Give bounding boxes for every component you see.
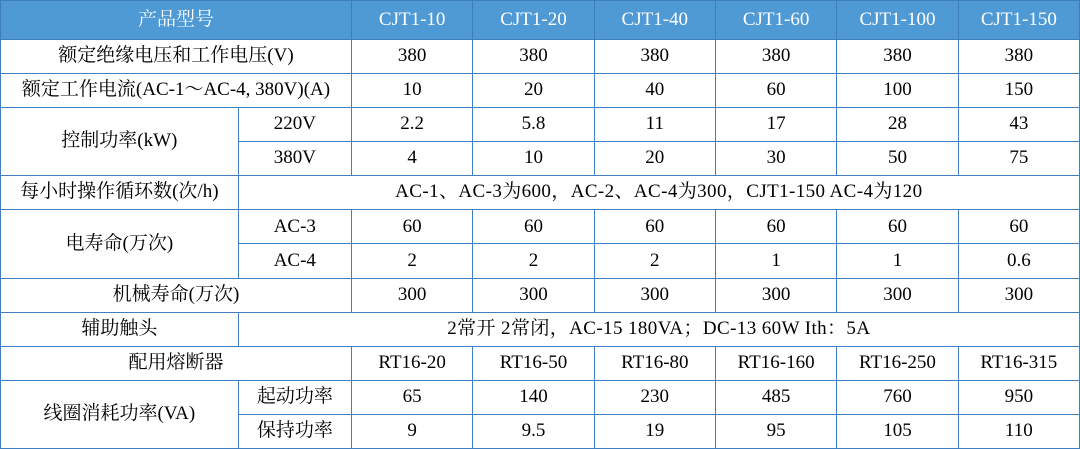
cell-value: 75 [958,142,1079,176]
cell-value: 17 [715,108,836,142]
cell-value: 380 [715,40,836,74]
cell-value: 65 [351,380,472,414]
row-sublabel: 220V [238,108,351,142]
cell-value: 380 [473,40,594,74]
table-row [1,278,1080,312]
row-label: 额定工作电流(AC-1～AC-4, 380V)(A) [1,74,352,108]
row-sublabel: AC-3 [238,210,351,244]
cell-value: 380 [351,40,472,74]
cell-value: 28 [837,108,958,142]
cell-value: RT16-250 [837,346,958,380]
cell-value: 1 [715,244,836,278]
header-model-4: CJT1-60 [715,1,836,40]
cell-value: 1 [837,244,958,278]
row-label: 控制功率(kW) [1,108,239,176]
row-label: 配用熔断器 [1,346,352,380]
cell-value: 150 [958,74,1079,108]
table-row [1,380,1080,414]
cell-value: RT16-160 [715,346,836,380]
cell-value: RT16-50 [473,346,594,380]
cell-value: 230 [594,380,715,414]
cell-value: 485 [715,380,836,414]
table-header-row [1,1,1080,40]
cell-value: 0.6 [958,244,1079,278]
row-label: 机械寿命(万次) [1,278,352,312]
table-row [1,210,1080,244]
cell-value: 9.5 [473,414,594,448]
cell-value: 60 [594,210,715,244]
row-note: 2常开 2常闭，AC-15 180VA；DC-13 60W Ith：5A [238,312,1079,346]
cell-value: 60 [958,210,1079,244]
header-model-2: CJT1-20 [473,1,594,40]
cell-value: 300 [837,278,958,312]
cell-value: 2 [351,244,472,278]
cell-value: 10 [473,142,594,176]
table-row [1,108,1080,142]
cell-value: 95 [715,414,836,448]
cell-value: 300 [351,278,472,312]
cell-value: 9 [351,414,472,448]
row-note: AC-1、AC-3为600，AC-2、AC-4为300，CJT1-150 AC-4为120 [238,176,1079,210]
header-label: 产品型号 [1,1,352,40]
header-model-1: CJT1-10 [351,1,472,40]
cell-value: 30 [715,142,836,176]
cell-value: 300 [958,278,1079,312]
cell-value: 60 [473,210,594,244]
cell-value: 40 [594,74,715,108]
row-sublabel: 起动功率 [238,380,351,414]
cell-value: 2 [473,244,594,278]
cell-value: 11 [594,108,715,142]
cell-value: 760 [837,380,958,414]
header-model-3: CJT1-40 [594,1,715,40]
cell-value: 110 [958,414,1079,448]
cell-value: 100 [837,74,958,108]
cell-value: 105 [837,414,958,448]
row-sublabel: 380V [238,142,351,176]
cell-value: 380 [837,40,958,74]
row-label: 每小时操作循环数(次/h) [1,176,239,210]
cell-value: 300 [594,278,715,312]
cell-value: 380 [594,40,715,74]
row-sublabel: AC-4 [238,244,351,278]
cell-value: 950 [958,380,1079,414]
cell-value: 60 [837,210,958,244]
cell-value: RT16-20 [351,346,472,380]
cell-value: 4 [351,142,472,176]
cell-value: 19 [594,414,715,448]
cell-value: 60 [715,210,836,244]
cell-value: 60 [715,74,836,108]
cell-value: 20 [594,142,715,176]
row-label: 辅助触头 [1,312,239,346]
cell-value: 2 [594,244,715,278]
cell-value: RT16-80 [594,346,715,380]
table-row [1,40,1080,74]
cell-value: 300 [715,278,836,312]
cell-value: 140 [473,380,594,414]
header-model-6: CJT1-150 [958,1,1079,40]
cell-value: 2.2 [351,108,472,142]
cell-value: 380 [958,40,1079,74]
cell-value: 60 [351,210,472,244]
row-label: 额定绝缘电压和工作电压(V) [1,40,352,74]
cell-value: RT16-315 [958,346,1079,380]
table-row [1,312,1080,346]
cell-value: 20 [473,74,594,108]
cell-value: 10 [351,74,472,108]
table-row [1,176,1080,210]
row-label: 电寿命(万次) [1,210,239,278]
row-label: 线圈消耗功率(VA) [1,380,239,448]
cell-value: 50 [837,142,958,176]
row-sublabel: 保持功率 [238,414,351,448]
table-row [1,346,1080,380]
cell-value: 43 [958,108,1079,142]
table-row [1,74,1080,108]
cell-value: 300 [473,278,594,312]
header-model-5: CJT1-100 [837,1,958,40]
cell-value: 5.8 [473,108,594,142]
